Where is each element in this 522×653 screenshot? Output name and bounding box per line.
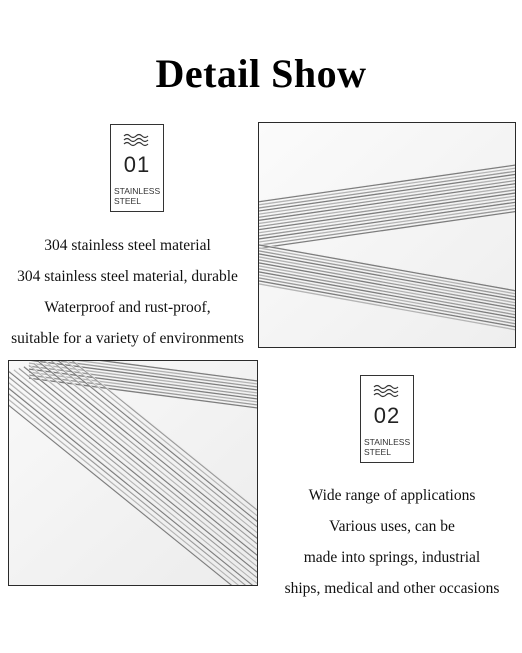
section-1-line-3: Waterproof and rust‑proof, bbox=[44, 299, 211, 316]
section-2-line-2: Various uses, can be bbox=[329, 518, 455, 535]
welding-rods-photo-2 bbox=[8, 360, 258, 586]
section-2-line-1: Wide range of applications bbox=[308, 487, 476, 504]
section-label-line1: STAINLESS bbox=[114, 186, 161, 196]
welding-rods-photo-1 bbox=[258, 122, 516, 348]
section-2-badge bbox=[360, 375, 414, 463]
waves-icon bbox=[123, 133, 151, 147]
section-2-line-3: made into springs, industrial bbox=[303, 549, 481, 566]
section-label bbox=[364, 437, 424, 457]
section-label bbox=[114, 186, 174, 206]
section-number: 02 bbox=[373, 403, 401, 428]
section-number: 01 bbox=[123, 152, 151, 177]
rods-image bbox=[259, 123, 515, 347]
section-1-line-2: 304 stainless steel material, durable bbox=[17, 268, 238, 285]
section-2-line-4: ships, medical and other occasions bbox=[284, 580, 500, 597]
section-label-line1: STAINLESS bbox=[364, 437, 411, 447]
section-1-badge bbox=[110, 124, 164, 212]
section-1-line-4: suitable for a variety of environments bbox=[11, 330, 244, 347]
rods-image bbox=[9, 361, 257, 585]
page-title: Detail Show bbox=[155, 51, 367, 96]
section-1-line-1: 304 stainless steel material bbox=[44, 237, 211, 254]
section-label-line2: STEEL bbox=[364, 447, 391, 457]
section-label-line2: STEEL bbox=[114, 196, 141, 206]
waves-icon bbox=[373, 384, 401, 398]
